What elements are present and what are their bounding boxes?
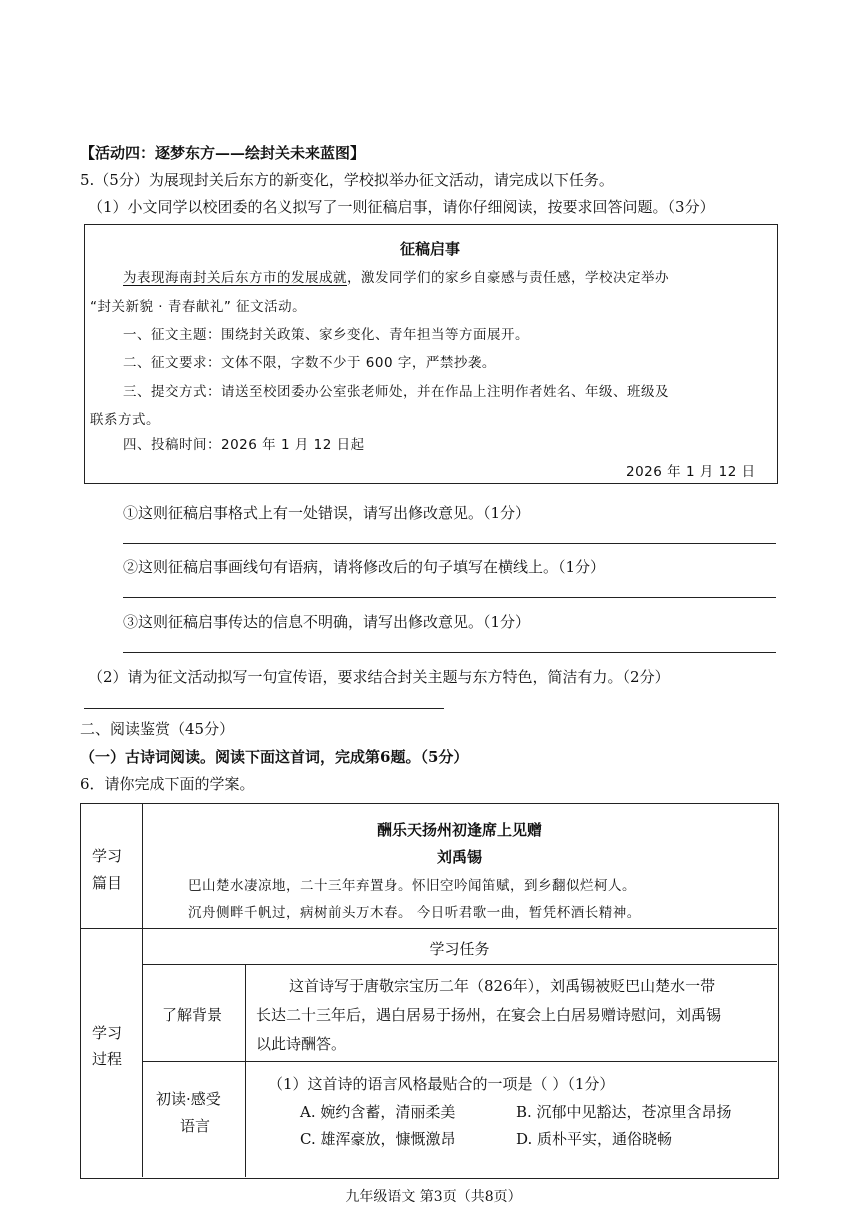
subq2-answer-line[interactable] <box>123 597 776 598</box>
poem-title: 酬乐天扬州初逢席上见赠 <box>376 821 542 839</box>
q5-1-prompt: （1）小文同学以校团委的名义拟写了一则征稿启事，请你仔细阅读，按要求回答问题。（3分） <box>88 198 715 216</box>
subq3-answer-line[interactable] <box>123 652 776 653</box>
background-line1: 这首诗写于唐敬宗宝历二年（826年），刘禹锡被贬巴山楚水一带 <box>289 977 716 995</box>
option-c[interactable]: C. 雄浑豪放，慷慨激昂 <box>300 1130 456 1148</box>
option-a[interactable]: A. 婉约含蓄，清丽柔美 <box>300 1103 456 1121</box>
notice-item2: 二、征文要求：文体不限，字数不少于 600 字，严禁抄袭。 <box>123 355 496 371</box>
poem-line1: 巴山楚水凄凉地，二十三年弃置身。怀旧空吟闻笛赋，到乡翻似烂柯人。 <box>188 878 636 894</box>
background-line2: 长达二十三年后，遇白居易于扬州，在宴会上白居易赠诗慰问，刘禹锡 <box>256 1006 722 1024</box>
poem-line2: 沉舟侧畔千帆过，病树前头万木春。 今日听君歌一曲，暂凭杯酒长精神。 <box>188 905 641 921</box>
q6-prompt: 6．请你完成下面的学案。 <box>80 775 255 793</box>
notice-item3b: 联系方式。 <box>90 412 160 428</box>
background-label: 了解背景 <box>162 1006 223 1024</box>
notice-line1 <box>123 266 669 286</box>
task-label-divider <box>245 964 246 1177</box>
notice-date: 2026 年 1 月 12 日 <box>626 464 756 480</box>
read-label-a: 初读·感受 <box>156 1090 221 1108</box>
row1-label-b: 篇目 <box>92 874 123 892</box>
table-row-divider <box>80 928 777 929</box>
section2-sub1: （一）古诗词阅读。阅读下面这首词，完成第6题。（5分） <box>80 748 469 766</box>
page-footer: 九年级语文 第3页（共8页） <box>345 1189 522 1205</box>
task-header-divider <box>142 964 777 965</box>
task-header: 学习任务 <box>429 940 490 958</box>
subq1-prompt: ①这则征稿启事格式上有一处错误，请写出修改意见。（1分） <box>123 504 531 522</box>
option-d[interactable]: D. 质朴平实，通俗晓畅 <box>516 1130 673 1148</box>
subq2-prompt: ②这则征稿启事画线句有语病，请将修改后的句子填写在横线上。（1分） <box>123 558 606 576</box>
subq1-answer-line[interactable] <box>123 543 776 544</box>
q5-2-prompt: （2）请为征文活动拟写一句宣传语，要求结合封关主题与东方特色，简洁有力。（2分） <box>88 668 670 686</box>
background-row-divider <box>142 1061 777 1062</box>
background-line3: 以此诗酬答。 <box>256 1035 347 1053</box>
notice-line2: “封关新貌 · 青春献礼” 征文活动。 <box>90 299 307 315</box>
notice-item4: 四、投稿时间：2026 年 1 月 12 日起 <box>123 437 365 453</box>
row1-label-a: 学习 <box>92 847 123 865</box>
notice-title: 征稿启事 <box>399 240 460 258</box>
notice-line1-rest: ，激发同学们的家乡自豪感与责任感，学校决定举办 <box>347 270 669 286</box>
row2-label-b: 过程 <box>92 1050 123 1068</box>
section2-heading: 二、阅读鉴赏（45分） <box>80 720 235 738</box>
notice-item1: 一、征文主题：围绕封关政策、家乡变化、青年担当等方面展开。 <box>123 327 529 343</box>
q5-2-answer-line[interactable] <box>84 708 444 709</box>
notice-item3a: 三、提交方式：请送至校团委办公室张老师处，并在作品上注明作者姓名、年级、班级及 <box>123 384 669 400</box>
read-question: （1）这首诗的语言风格最贴合的一项是（ ）（1分） <box>268 1075 615 1093</box>
option-b[interactable]: B. 沉郁中见豁达，苍凉里含昂扬 <box>516 1103 732 1121</box>
notice-underlined-sentence: 为表现海南封关后东方市的发展成就 <box>123 270 347 286</box>
activity-heading: 【活动四：逐梦东方——绘封关未来蓝图】 <box>80 144 366 162</box>
row2-label-a: 学习 <box>92 1024 123 1042</box>
q5-intro: 5.（5分）为展现封关后东方的新变化，学校拟举办征文活动，请完成以下任务。 <box>80 171 614 189</box>
read-label-b: 语言 <box>180 1117 211 1135</box>
subq3-prompt: ③这则征稿启事传达的信息不明确，请写出修改意见。（1分） <box>123 613 531 631</box>
poem-author: 刘禹锡 <box>436 848 482 866</box>
